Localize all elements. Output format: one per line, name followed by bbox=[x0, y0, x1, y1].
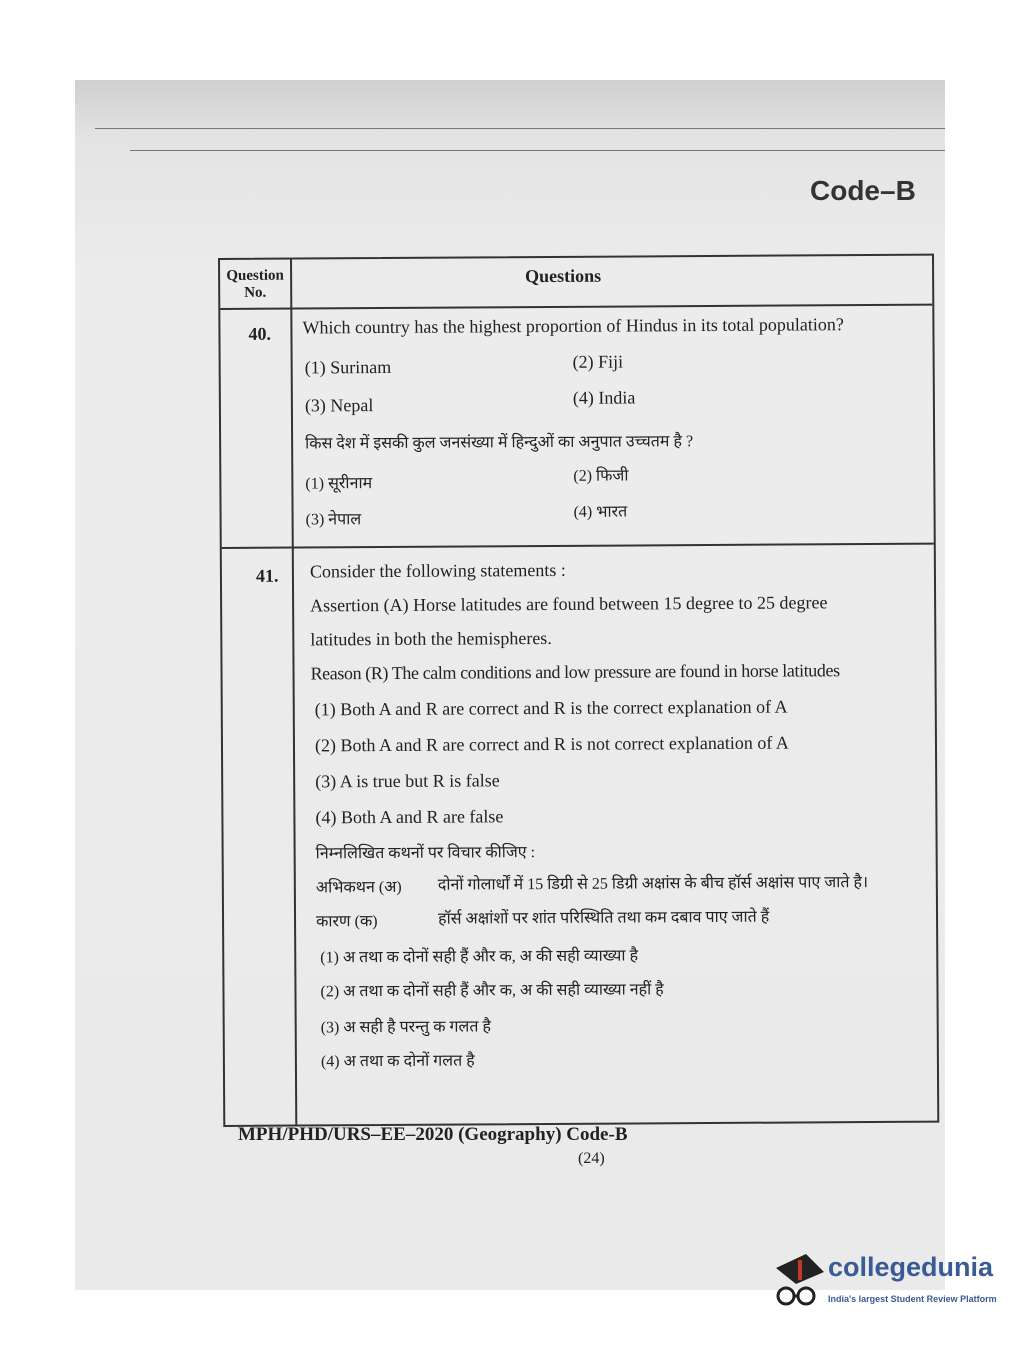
question-table bbox=[218, 254, 939, 1127]
option: (4) भारत bbox=[573, 503, 628, 521]
option: (3) अ सही है परन्तु क गलत है bbox=[320, 1018, 492, 1037]
question-intro-en: Consider the following statements : bbox=[309, 559, 566, 582]
page-edge-line bbox=[130, 150, 945, 151]
option: (1) Both A and R are correct and R is the correct explanation of A bbox=[314, 696, 788, 720]
reason-hi-label: कारण (क) bbox=[316, 913, 378, 931]
assertion-hi-label: अभिकथन (अ) bbox=[315, 878, 402, 897]
collegedunia-watermark bbox=[770, 1250, 1000, 1320]
option: (2) फिजी bbox=[573, 467, 629, 485]
paper-code: Code–B bbox=[810, 175, 916, 206]
qno-line2: No. bbox=[244, 284, 267, 301]
page-number: (24) bbox=[578, 1150, 605, 1167]
page-edge-line bbox=[95, 128, 945, 129]
option: (4) अ तथा क दोनों गलत है bbox=[320, 1052, 475, 1071]
qno-line1: Question bbox=[226, 267, 284, 284]
option: (2) अ तथा क दोनों सही हैं और क, अ की सही व्याख्या नहीं है bbox=[320, 981, 664, 1001]
assertion-hi: दोनों गोलार्धों में 15 डिग्री से 25 डिग्री अक्षांस के बीच हॉर्स अक्षांस पाए जाते है। bbox=[437, 874, 869, 894]
option: (1) सूरीनाम bbox=[305, 475, 373, 493]
exam-footer: MPH/PHD/URS–EE–2020 (Geography) Code-B bbox=[238, 1124, 628, 1145]
option: (3) A is true but R is false bbox=[315, 770, 500, 792]
option: (3) Nepal bbox=[304, 395, 374, 416]
assertion-en: Assertion (A) Horse latitudes are found between 15 degree to 25 degree bbox=[310, 592, 828, 616]
option: (1) अ तथा क दोनों सही हैं और क, अ की सही व्याख्या है bbox=[320, 947, 639, 967]
column-header-questions: Questions bbox=[525, 265, 602, 287]
question-intro-hi: निम्नलिखित कथनों पर विचार कीजिए : bbox=[315, 844, 536, 863]
option: (4) India bbox=[572, 387, 636, 408]
question-number: 41. bbox=[255, 565, 279, 586]
row-divider bbox=[222, 543, 934, 549]
brand-name: collegedunia bbox=[828, 1252, 994, 1282]
question-number: 40. bbox=[248, 323, 272, 344]
option: (2) Both A and R are correct and R is not correct explanation of A bbox=[314, 732, 789, 756]
option: (3) नेपाल bbox=[305, 511, 362, 529]
option: (4) Both A and R are false bbox=[315, 806, 504, 828]
question-text-hi: किस देश में इसकी कुल जनसंख्या में हिन्दुओं का अनुपात उच्चतम है ? bbox=[305, 433, 694, 453]
reason-hi: हॉर्स अक्षांशों पर शांत परिस्थिति तथा कम दबाव पाए जाते हैं bbox=[437, 908, 770, 928]
question-text-en: Which country has the highest proportion of Hindus in its total population? bbox=[302, 314, 844, 338]
row-divider bbox=[220, 304, 932, 310]
column-header-qno bbox=[220, 268, 290, 302]
mascot-icon bbox=[770, 1250, 826, 1320]
brand-tagline: India's largest Student Review Platform bbox=[828, 1294, 997, 1304]
assertion-en-cont: latitudes in both the hemispheres. bbox=[310, 627, 552, 650]
option: (2) Fiji bbox=[572, 351, 624, 372]
column-divider bbox=[290, 260, 297, 1125]
option: (1) Surinam bbox=[304, 356, 392, 378]
reason-en: Reason (R) The calm conditions and low pressure are found in horse latitudes bbox=[310, 660, 840, 684]
